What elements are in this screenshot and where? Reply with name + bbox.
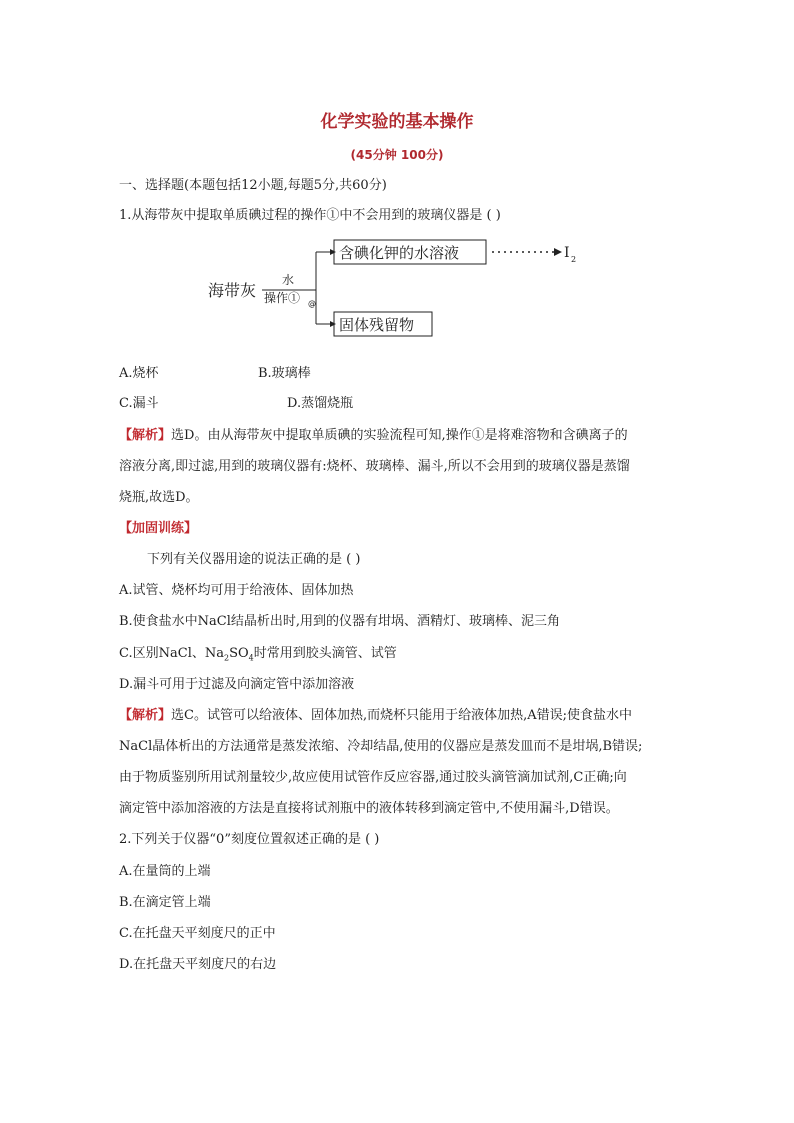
q1-analysis-line3: 烧瓶,故选D。: [119, 490, 199, 505]
extra-option-c: C.区别NaCl、$Na_2SO_4$时常用到胶头滴管、试管: [119, 646, 397, 663]
q2-option-b: B.在滴定管上端: [119, 895, 211, 910]
q1-option-b: B.玻璃棒: [258, 366, 311, 381]
extra-analysis-line3: 由于物质鉴别所用试剂量较少,故应使用试管作反应容器,通过胶头滴管滴加试剂,C正确;向: [119, 770, 627, 785]
section-heading: 一、选择题(本题包括12小题,每题5分,共60分): [119, 178, 387, 193]
q2-option-a: A.在量筒的上端: [119, 864, 211, 879]
q2-option-c: C.在托盘天平刻度尺的正中: [119, 926, 276, 941]
q1-option-a: A.烧杯: [119, 366, 159, 381]
q1-option-c: C.漏斗: [119, 396, 159, 411]
extra-analysis-line4: 滴定管中添加溶液的方法是直接将试剂瓶中的液体转移到滴定管中,不使用漏斗,D错误。: [119, 801, 619, 816]
arrow-head-icon: [330, 249, 336, 255]
arrow-head-icon: [554, 248, 562, 256]
q1-analysis-line1: [119, 428, 628, 444]
diagram-mark: @: [308, 299, 316, 308]
diagram-product-sub: 2: [571, 255, 577, 264]
extra-option-b: B.使食盐水中NaCl结晶析出时,用到的仪器有坩埚、酒精灯、玻璃棒、泥三角: [119, 614, 561, 629]
diagram-operation: 操作①: [264, 291, 301, 305]
q2-option-d: D.在托盘天平刻度尺的右边: [119, 957, 277, 972]
extra-analysis-line2: NaCl晶体析出的方法通常是蒸发浓缩、冷却结晶,使用的仪器应是蒸发皿而不是坩埚,B错误;: [119, 739, 643, 754]
analysis-tag: 【解析】: [119, 428, 172, 443]
q1-stem: 1.从海带灰中提取单质碘过程的操作①中不会用到的玻璃仪器是 ( ): [119, 208, 501, 223]
q1-option-d: D.蒸馏烧瓶: [287, 396, 354, 411]
page-subtitle: (45分钟 100分): [350, 148, 444, 162]
diagram-product: I: [564, 245, 570, 261]
q1-analysis-line2: 溶液分离,即过滤,用到的玻璃仪器有:烧杯、玻璃棒、漏斗,所以不会用到的玻璃仪器是蒸馏: [119, 459, 630, 474]
page-title: 化学实验的基本操作: [320, 112, 474, 132]
q2-stem: 2.下列关于仪器“0”刻度位置叙述正确的是 ( ): [119, 832, 380, 847]
q1-flow-diagram: [200, 236, 600, 346]
analysis-tag: 【解析】: [119, 708, 172, 723]
diagram-source: 海带灰: [208, 281, 257, 300]
extra-practice-tag: 【加固训练】: [119, 521, 198, 536]
analysis-text: 选D。由从海带灰中提取单质碘的实验流程可知,操作①是将难溶物和含碘离子的: [171, 428, 628, 443]
extra-stem: 下列有关仪器用途的说法正确的是 ( ): [147, 552, 361, 567]
diagram-box-bottom-label: 固体残留物: [339, 316, 415, 334]
extra-analysis-line1: [119, 708, 632, 724]
extra-option-a: A.试管、烧杯均可用于给液体、固体加热: [119, 583, 354, 598]
analysis-text: 选C。试管可以给液体、固体加热,而烧杯只能用于给液体加热,A错误;使食盐水中: [171, 708, 632, 723]
extra-option-d: D.漏斗可用于过滤及向滴定管中添加溶液: [119, 677, 355, 692]
diagram-box-top-label: 含碘化钾的水溶液: [339, 244, 460, 262]
diagram-reagent: 水: [282, 273, 295, 287]
arrow-head-icon: [330, 321, 336, 327]
